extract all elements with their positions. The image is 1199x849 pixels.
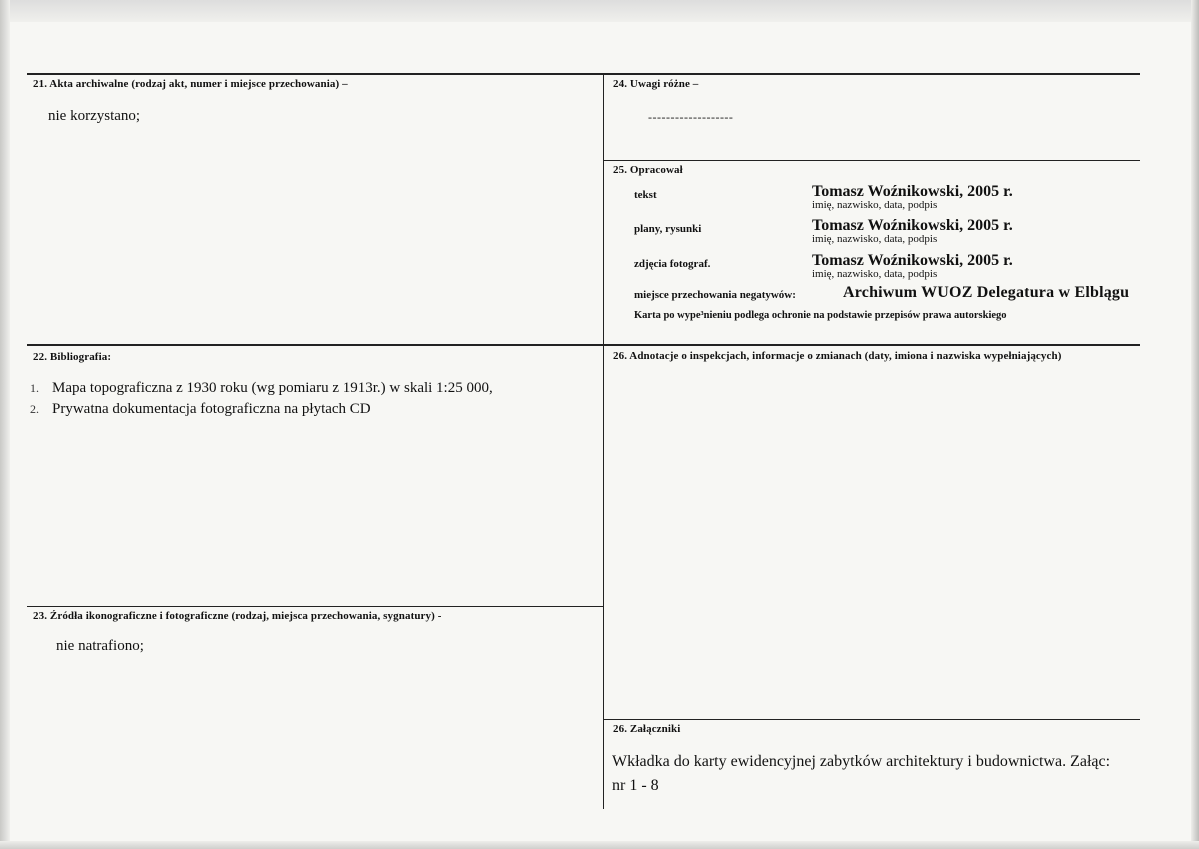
- attachments-content: [612, 750, 1142, 798]
- center-divider: [603, 73, 604, 809]
- rule-22: [27, 344, 1140, 346]
- scan-edge-right: [1191, 0, 1199, 849]
- rule-23: [27, 606, 603, 607]
- rule-25: [603, 160, 1140, 161]
- author-row-caption: imię, nazwisko, data, podpis: [812, 199, 938, 211]
- rule-26b: [603, 719, 1140, 720]
- author-row-name: Tomasz Woźnikowski, 2005 r.: [812, 183, 1013, 200]
- section-26-annotations-title: 26. Adnotacje o inspekcjach, informacje o zmianach (daty, imiona i nazwiska wypełniających): [613, 350, 1062, 362]
- section-25-title: 25. Opracował: [613, 164, 683, 176]
- list-item-text: Mapa topograficzna z 1930 roku (wg pomiaru z 1913r.) w skali 1:25 000,: [52, 380, 493, 396]
- section-24-content: -------------------: [648, 110, 734, 124]
- section-23-title: 23. Źródła ikonograficzne i fotograficzne (rodzaj, miejsca przechowania, sygnatury) -: [33, 610, 442, 622]
- author-row-name: Tomasz Woźnikowski, 2005 r.: [812, 217, 1013, 234]
- list-item-number: 1.: [30, 381, 39, 395]
- author-row-name: Tomasz Woźnikowski, 2005 r.: [812, 252, 1013, 269]
- bibliography-list: [30, 380, 493, 422]
- section-21-title: 21. Akta archiwalne (rodzaj akt, numer i miejsce przechowania) –: [33, 78, 348, 90]
- list-item: [30, 401, 493, 422]
- negatives-label: miejsce przechowania negatywów:: [634, 289, 796, 301]
- author-row-label: tekst: [634, 189, 657, 201]
- section-21-content: nie korzystano;: [48, 108, 141, 124]
- author-row-label: zdjęcia fotograf.: [634, 258, 711, 270]
- negatives-value: Archiwum WUOZ Delegatura w Elblągu: [843, 284, 1130, 301]
- author-row-label: plany, rysunki: [634, 223, 702, 235]
- scan-edge-top: [0, 0, 1199, 22]
- author-row-caption: imię, nazwisko, data, podpis: [812, 268, 938, 280]
- copyright-note: Karta po wype³nieniu podlega ochronie na podstawie przepisów prawa autorskiego: [634, 310, 1007, 321]
- section-24-title: 24. Uwagi różne –: [613, 78, 699, 90]
- list-item: [30, 380, 493, 401]
- scan-edge-left: [0, 0, 10, 849]
- section-22-title: 22. Bibliografia:: [33, 351, 112, 363]
- attachments-line-1: Wkładka do karty ewidencyjnej zabytków architektury i budownictwa. Załąc:: [612, 753, 1111, 770]
- section-23-content: nie natrafiono;: [56, 638, 144, 654]
- author-row-caption: imię, nazwisko, data, podpis: [812, 233, 938, 245]
- scan-edge-bottom: [0, 841, 1199, 849]
- list-item-text: Prywatna dokumentacja fotograficzna na płytach CD: [52, 401, 371, 417]
- top-rule: [27, 73, 1140, 75]
- author-row-text: [622, 183, 1142, 219]
- attachments-line-2: nr 1 - 8: [612, 777, 659, 794]
- list-item-number: 2.: [30, 402, 39, 416]
- author-row-photos: [622, 252, 1142, 288]
- section-26-attachments-title: 26. Załączniki: [613, 723, 681, 735]
- author-row-plans: [622, 217, 1142, 253]
